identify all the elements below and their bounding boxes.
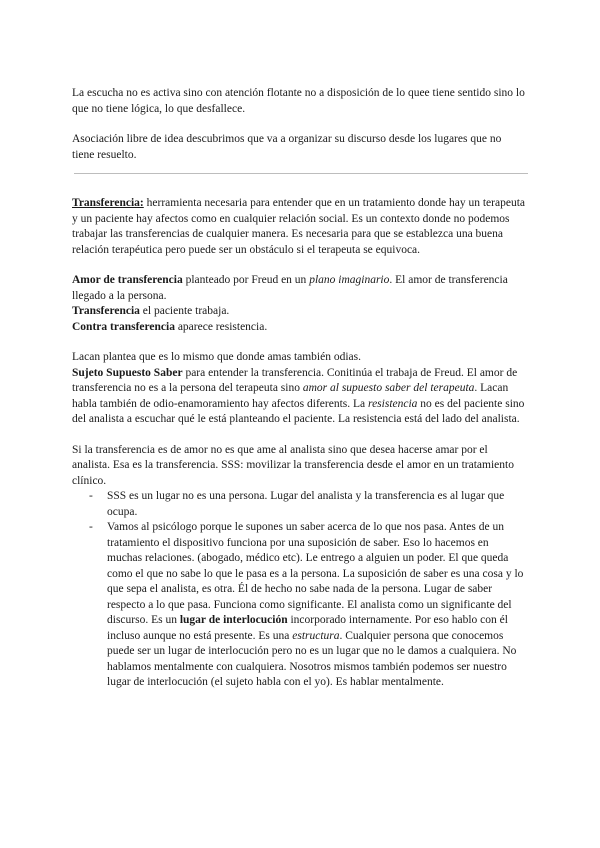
spacer bbox=[72, 428, 526, 443]
dash-list bbox=[72, 489, 526, 691]
transf2-text: el paciente trabaja. bbox=[139, 305, 230, 317]
paragraph-amor-transferencia bbox=[72, 273, 526, 304]
spacer bbox=[72, 258, 526, 273]
paragraph-contra-transferencia bbox=[72, 320, 526, 336]
sss-text-3: no es del paciente sino del analista a escuchar qué le está planteando el paciente. La resistencia está del lado del analista. bbox=[72, 397, 525, 425]
term-transferencia-2: Transferencia bbox=[72, 305, 140, 317]
paragraph-amor-analista: Si la transferencia es de amor no es que ame al analista sino que desea hacerse amar por el analista. Esa es la transferencia. SSS: movilizar la transferencia desde el amor en un tratamiento clínico. bbox=[72, 443, 514, 487]
document-page bbox=[72, 86, 526, 691]
sss-text: para entender la transferencia. Conitinúa el trabaja de Freud. El amor de transferencia no es a la persona del terapeuta sino bbox=[72, 366, 518, 394]
paragraph-asociacion: Asociación libre de idea descubrimos que va a organizar su discurso desde los lugares que no tiene resuelto. bbox=[72, 133, 502, 161]
list-item: - SSS es un lugar no es una persona. Lugar del analista y la transferencia es al lugar que ocupa. bbox=[72, 489, 526, 520]
term-transferencia: Transferencia: bbox=[72, 197, 144, 209]
paragraph-lacan: Lacan plantea que es lo mismo que donde amas también odias. bbox=[72, 351, 362, 363]
bold-lugar-interlocucion: lugar de interlocución bbox=[179, 614, 288, 626]
item2-text-2: incorporado internamente. Por eso hablo con él incluso aunque no está presente. Es una bbox=[107, 614, 508, 642]
amor-text: planteado por Freud en un bbox=[182, 274, 310, 286]
amor-text-end: . El amor de transferencia llegado a la persona. bbox=[72, 274, 508, 302]
italic-resistencia: resistencia bbox=[368, 397, 418, 410]
transferencia-text: herramienta necesaria para entender que en un tratamiento donde hay un terapeuta y un paciente hay afectos como en cualquier relación social. Es un contexto donde no podemos trabajar las transferencias de cualquier manera. Es necesaria para que se establezca una buena relación terapéutica pero puede ser un obstáculo si el terapeuta se equivoca. bbox=[72, 197, 525, 256]
item2-text: Vamos al psicólogo porque le supones un saber acerca de lo que nos pasa. Antes de un tratamiento el dispositivo funciona por una suposición de saber. Eso lo hacemos en muchas relaciones. (abogado, médico etc). Le entrego a alguien un poder. El que queda como el que no sabe lo que le pasa es a la persona. La suposición de saber es una cosa y lo que sepa el analista, es otra. Él de hecho no sabe nada de la persona. Lugar de saber respecto a lo que pasa. Funciona como significante. El analista como un significante del discurso. Es un bbox=[107, 521, 524, 626]
horizontal-divider bbox=[74, 173, 528, 174]
contra-text: aparece resistencia. bbox=[174, 320, 268, 333]
paragraph-sujeto-supuesto-saber bbox=[72, 366, 526, 428]
term-amor-transferencia: Amor de transferencia bbox=[72, 274, 183, 286]
paragraph-transferencia bbox=[72, 196, 526, 258]
term-contra-transferencia: Contra transferencia bbox=[72, 320, 175, 333]
italic-plano-imaginario: plano imaginario bbox=[309, 274, 390, 286]
list-item bbox=[72, 520, 526, 691]
paragraph-escucha: La escucha no es activa sino con atención flotante no a disposición de lo quee tiene sentido sino lo que no tiene lógica, lo que desfallece. bbox=[72, 87, 525, 115]
paragraph-transferencia-trabaja bbox=[72, 304, 526, 320]
italic-amor-supuesto-saber: amor al supuesto saber del terapeuta bbox=[302, 382, 475, 394]
term-sujeto-supuesto-saber: Sujeto Supuesto Saber bbox=[72, 366, 183, 379]
italic-estructura: estructura bbox=[292, 629, 340, 642]
spacer bbox=[72, 335, 526, 350]
item2-text-3: . Cualquier persona que conocemos puede ser un lugar de interlocución pero no es un lugar que no le damos a cualquiera. No hablamos mentalmente con cualquiera. Nosotros mismos también podemos ser nuestro lugar de interlocución (el sujeto habla con el yo). Es hablar mentalmente. bbox=[107, 629, 517, 688]
sss-text-2: . Lacan habla también de odio-enamoramiento hay afectos diferents. La bbox=[72, 382, 509, 410]
